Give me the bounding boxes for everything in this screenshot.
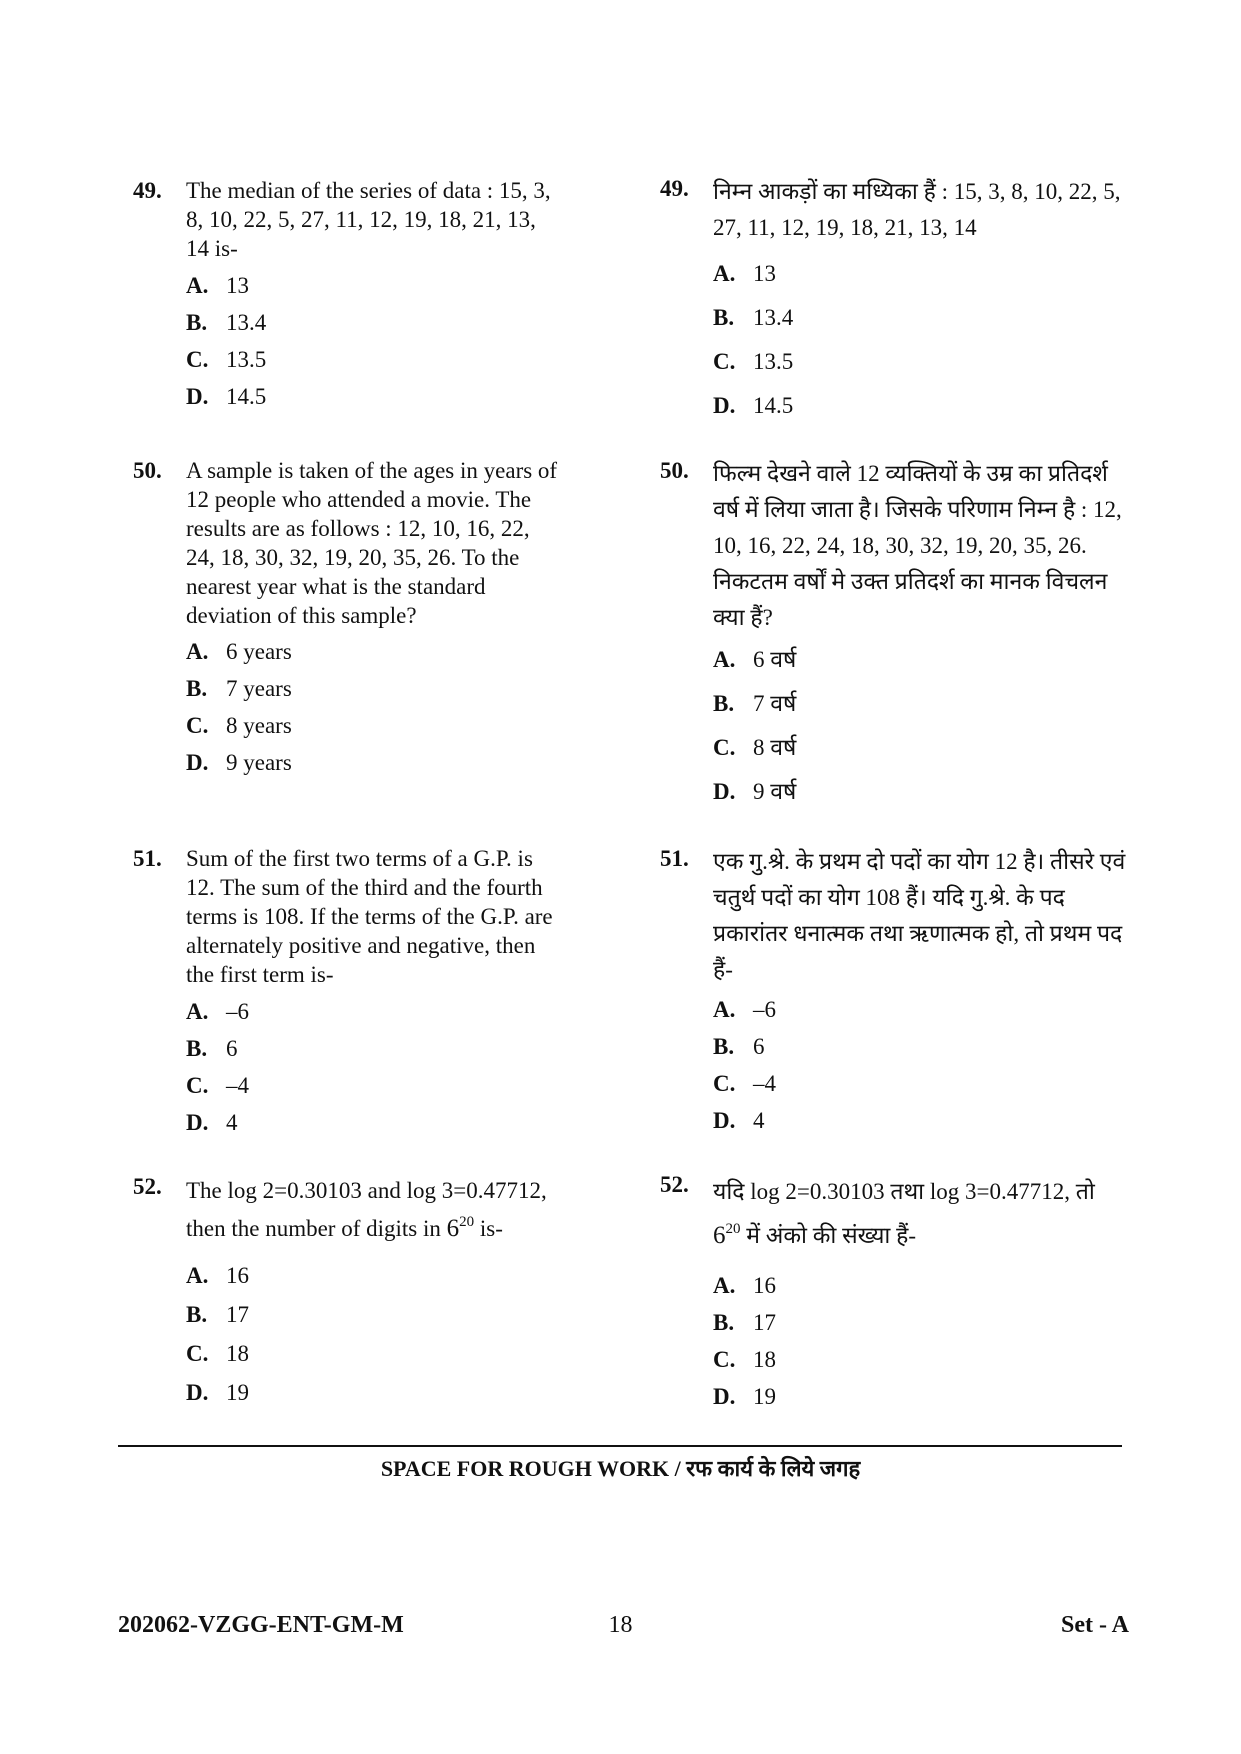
option-a: A. 16	[186, 1263, 249, 1288]
option-d: D. 19	[186, 1380, 249, 1405]
option-c: C. 18	[186, 1341, 249, 1366]
option-d: D. 9 years	[186, 750, 292, 775]
question-text: फिल्म देखने वाले 12 व्यक्तियों के उम्र का प्रतिदर्श वर्ष में लिया जाता है। जिसके परिणाम निम्न है : 12, 10, 16, 22, 24, 18, 30, 32, 19, 20, 35, 26. निकटतम वर्षों मे उक्त प्रतिदर्श का मानक विचलन क्या हैं?	[713, 461, 1122, 630]
question-number: 50.	[133, 458, 162, 483]
option-d: D. 4	[713, 1108, 765, 1133]
option-a: A. 13	[186, 273, 249, 298]
option-b: B. 13.4	[713, 305, 794, 330]
set-label: Set - A	[1061, 1612, 1129, 1638]
option-c: C. –4	[186, 1073, 249, 1098]
option-c: C. 8 years	[186, 713, 292, 738]
option-d: D. 4	[186, 1110, 238, 1135]
question-number: 51.	[660, 846, 689, 871]
option-d: D. 14.5	[713, 393, 794, 418]
question-text: A sample is taken of the ages in years of 12 people who attended a movie. The results are as follows : 12, 10, 16, 22, 24, 18, 30, 32, 19, 20, 35, 26. To the nearest year what is the standard deviation of this sample?	[186, 458, 558, 628]
option-a: A. 6 वर्ष	[713, 647, 797, 672]
option-b: B. 6	[713, 1034, 765, 1059]
option-a: A. 16	[713, 1273, 776, 1298]
rough-work-heading: SPACE FOR ROUGH WORK / रफ कार्य के लिये जगह	[380, 1456, 861, 1481]
option-b: B. 7 वर्ष	[713, 691, 797, 716]
option-c: C. 13.5	[713, 349, 794, 374]
option-b: B. 6	[186, 1036, 238, 1061]
option-b: B. 17	[713, 1310, 776, 1335]
question-number: 49.	[660, 176, 689, 201]
divider-line	[118, 1445, 1122, 1447]
option-c: C. 8 वर्ष	[713, 735, 797, 760]
option-b: B. 17	[186, 1302, 249, 1327]
option-c: C. –4	[713, 1071, 776, 1096]
question-text: The median of the series of data : 15, 3, 8, 10, 22, 5, 27, 11, 12, 19, 18, 21, 13, 14 is-	[186, 178, 551, 261]
option-b: B. 7 years	[186, 676, 292, 701]
question-number: 51.	[133, 846, 162, 871]
question-number: 50.	[660, 458, 689, 483]
question-number: 52.	[660, 1172, 689, 1197]
question-text: निम्न आकड़ों का मध्यिका हैं : 15, 3, 8, 10, 22, 5, 27, 11, 12, 19, 18, 21, 13, 14	[713, 179, 1121, 240]
option-d: D. 19	[713, 1384, 776, 1409]
question-text: Sum of the first two terms of a G.P. is 12. The sum of the third and the fourth terms is 108. If the terms of the G.P. are alternately positive and negative, then the first term is-	[186, 846, 553, 987]
option-a: A. 13	[713, 261, 776, 286]
page-number: 18	[608, 1612, 633, 1638]
option-c: C. 13.5	[186, 347, 267, 372]
option-a: A. –6	[186, 999, 249, 1024]
option-a: A. –6	[713, 997, 776, 1022]
question-text: एक गु.श्रे. के प्रथम दो पदों का योग 12 है। तीसरे एवं चतुर्थ पदों का योग 108 हैं। यदि गु.श्रे. के पद प्रकारांतर धनात्मक तथा ऋणात्मक हो, तो प्रथम पद हैं-	[713, 849, 1126, 982]
question-text: The log 2=0.30103 and log 3=0.47712, then the number of digits in $6^{20}$ is-	[186, 1178, 547, 1242]
option-d: D. 14.5	[186, 384, 267, 409]
option-a: A. 6 years	[186, 639, 292, 664]
question-text: यदि log 2=0.30103 तथा log 3=0.47712, तो $6^{20}$ में अंको की संख्या हैं-	[713, 1179, 1095, 1249]
question-number: 49.	[133, 178, 162, 203]
question-number: 52.	[133, 1174, 162, 1199]
paper-code: 202062-VZGG-ENT-GM-M	[118, 1612, 404, 1638]
option-b: B. 13.4	[186, 310, 267, 335]
option-d: D. 9 वर्ष	[713, 779, 797, 804]
option-c: C. 18	[713, 1347, 776, 1372]
